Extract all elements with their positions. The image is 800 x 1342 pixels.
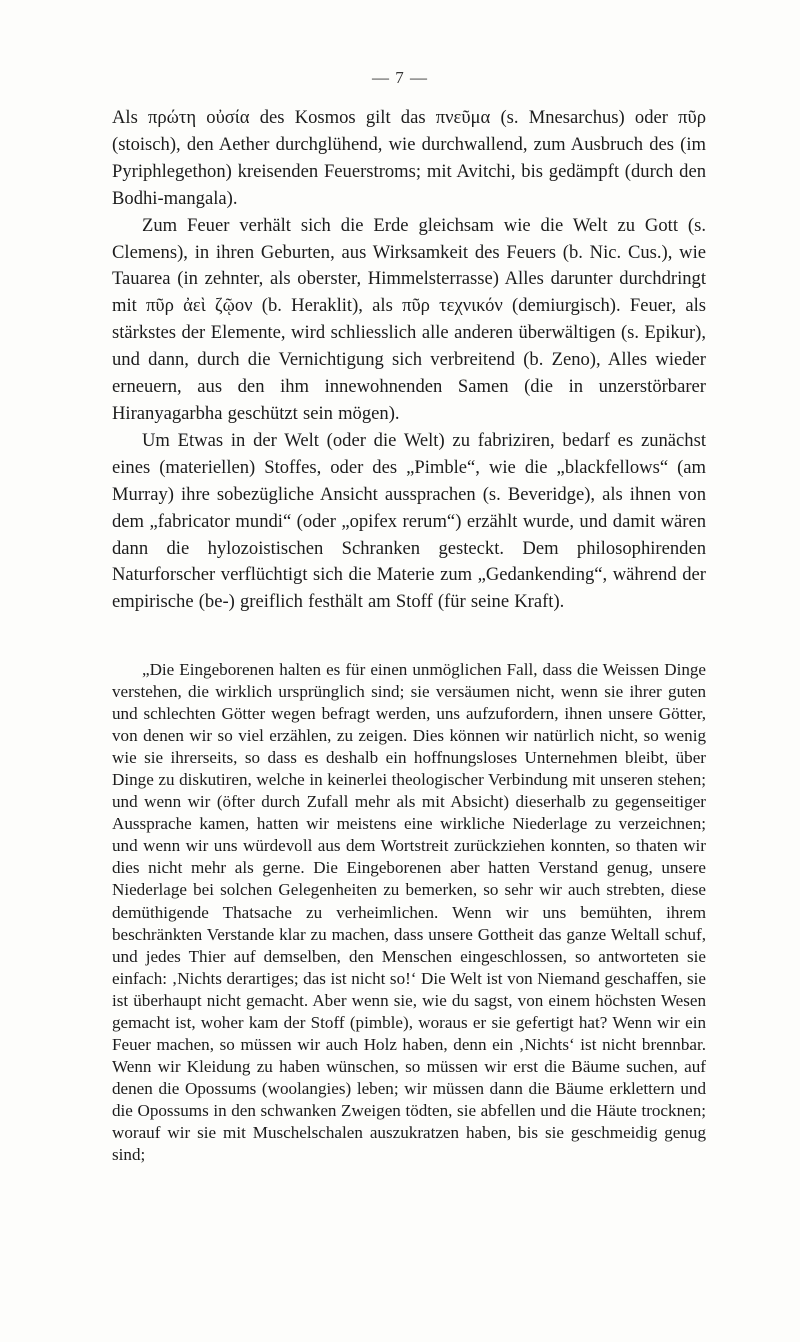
quotation-section	[112, 659, 706, 1166]
paragraph-eingeborenen-quote: „Die Eingeborenen halten es für einen unmöglichen Fall, dass die Weissen Dinge verstehen, die wirklich ursprünglich sind; sie versäumen nicht, wenn sie ihrer guten und schlechten Götter wegen befragt werden, uns aufzufordern, ihnen unsere Götter, von denen wir so viel erzählen, zu zeigen. Dies können wir natürlich nicht, so wenig wie sie ihrerseits, so dass es deshalb ein hoffnungsloses Unternehmen bleibt, über Dinge zu diskutiren, welche in keinerlei theologischer Verbindung mit unseren stehen; und wenn wir (öfter durch Zufall mehr als mit Absicht) dieserhalb zu gegenseitiger Aussprache kamen, hatten wir meistens eine wirkliche Niederlage zu verzeichnen; und wenn wir uns würdevoll aus dem Wortstreit zurückziehen konnten, so thaten wir dies nicht mehr als gerne. Die Eingeborenen aber hatten Verstand genug, unsere Niederlage bei solchen Gelegenheiten zu bemerken, so sehr wir auch strebten, diese demüthigende Thatsache zu verheimlichen. Wenn wir uns bemühten, ihrem beschränkten Verstande klar zu machen, dass unsere Gottheit das ganze Weltall schuf, und jedes Thier auf demselben, den Menschen eingeschlossen, so antworteten sie einfach: ‚Nichts derartiges; das ist nicht so!‘ Die Welt ist von Niemand geschaffen, sie ist überhaupt nicht gemacht. Aber wenn sie, wie du sagst, von einem höchsten Wesen gemacht ist, woher kam der Stoff (pimble), woraus er sie gefertigt hat? Wenn wir ein Feuer machen, so müssen wir auch Holz haben, denn ein ‚Nichts‘ ist nicht brennbar. Wenn wir Kleidung zu haben wünschen, so müssen wir erst die Bäume suchen, auf denen die Opossums (woolangies) leben; wir müssen dann die Bäume erklettern und die Opossums in den schwanken Zweigen tödten, sie abfellen und die Häute trocknen; worauf wir sie mit Muschelschalen auszukratzen haben, bis sie geschmeidig genug sind;	[112, 660, 706, 1165]
paragraph-feuer-erde: Zum Feuer verhält sich die Erde gleichsam wie die Welt zu Gott (s. Clemens), in ihren Geburten, aus Wirksamkeit des Feuers (b. Nic. Cus.), wie Tauarea (in zehnter, als oberster, Himmelsterrasse) Alles darunter durchdringt mit πῦρ ἀεὶ ζῷον (b. Heraklit), als πῦρ τεχνικόν (demiurgisch). Feuer, als stärkstes der Elemente, wird schliesslich alle anderen überwältigen (s. Epikur), und dann, durch die Vernichtigung sich verbreitend (b. Zeno), Alles wieder erneuern, aus den ihm innewohnenden Samen (die in unzerstörbarer Hiranyagarbha geschützt sein mögen).	[112, 214, 706, 424]
page-number: — 7 —	[372, 68, 428, 87]
main-text-section	[112, 105, 706, 616]
paragraph-pimble: Um Etwas in der Welt (oder die Welt) zu fabriziren, bedarf es zunächst eines (materiellen) Stoffes, oder des „Pimble“, wie die „blackfellows“ (am Murray) ihre sobezügliche Ansicht aussprachen (s. Beveridge), als ihnen von dem „fabricator mundi“ (oder „opifex rerum“) erzählt wurde, und damit wären dann die hylozoistischen Schranken gesteckt. Dem philosophirenden Naturforscher verflüchtigt sich die Materie zum „Gedankending“, während der empirische (be-) greiflich festhält am Stoff (für seine Kraft).	[112, 429, 706, 613]
paragraph-pneuma: Als πρώτη οὐσία des Kosmos gilt das πνεῦμα (s. Mnesarchus) oder πῦρ (stoisch), den Aether durchglühend, wie durchwallend, zum Ausbruch des (im Pyriphlegethon) kreisenden Feuerstroms; mit Avitchi, bis gedämpft (durch den Bodhi-mangala).	[112, 107, 706, 209]
